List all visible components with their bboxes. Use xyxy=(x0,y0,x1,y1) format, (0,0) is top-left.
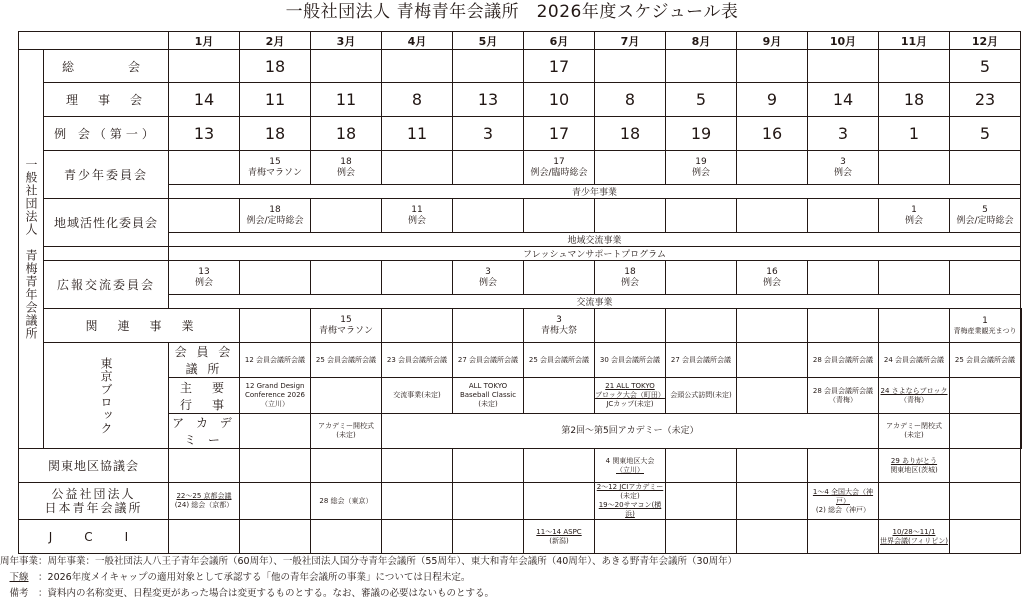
day: 5 xyxy=(982,204,988,215)
cell xyxy=(453,520,524,554)
cell xyxy=(666,50,737,83)
span-academy: 第2回～第5回アカデミー（未定） xyxy=(382,414,879,449)
cell xyxy=(808,261,879,295)
cell xyxy=(311,378,382,414)
day: 13 xyxy=(198,266,210,277)
cell xyxy=(950,261,1021,295)
cell xyxy=(1021,343,1022,378)
cell: 8 xyxy=(595,83,666,117)
cell xyxy=(737,520,808,554)
cell: 24 会員会議所会議 xyxy=(879,343,950,378)
cell xyxy=(453,199,524,233)
cell xyxy=(240,449,311,483)
event: (未定) xyxy=(904,431,924,439)
note-text: ：2026年度メイキャップの適用対象として承認する「他の青年会議所の事業」については日程未定。 xyxy=(38,572,471,583)
cell: 11 xyxy=(382,117,453,151)
group-label-ome-jc: 一般社団法人 青梅青年会議所 xyxy=(19,50,44,449)
cell: 14 xyxy=(169,83,240,117)
cell: 19 xyxy=(666,117,737,151)
cell xyxy=(169,199,240,233)
cell xyxy=(240,483,311,520)
event: 関東地区(茨城) xyxy=(890,465,938,474)
cell xyxy=(382,483,453,520)
footnotes xyxy=(0,554,1024,602)
cell xyxy=(382,449,453,483)
day: 15 xyxy=(269,156,281,167)
event: Conference 2026 xyxy=(244,391,306,399)
month-header: 6月 xyxy=(524,32,595,50)
cell: 23 xyxy=(950,83,1021,117)
cell xyxy=(453,309,524,343)
cell xyxy=(311,151,382,185)
event: 例会/定時総会 xyxy=(956,215,1014,226)
cell xyxy=(453,261,524,295)
cell xyxy=(808,309,879,343)
cell xyxy=(595,520,666,554)
cell xyxy=(950,483,1021,520)
cell xyxy=(879,309,950,343)
cell xyxy=(311,309,382,343)
cell xyxy=(950,199,1021,233)
cell xyxy=(169,520,240,554)
cell: 18 xyxy=(879,83,950,117)
event: （青梅） xyxy=(900,395,928,404)
cell: 14 xyxy=(808,83,879,117)
cell xyxy=(879,151,950,185)
cell xyxy=(879,50,950,83)
cell xyxy=(666,309,737,343)
cell xyxy=(240,261,311,295)
event: 例会 xyxy=(904,215,923,226)
cell xyxy=(169,449,240,483)
event: (未定) xyxy=(620,492,640,500)
cell xyxy=(524,449,595,483)
event: 10/28～11/1 xyxy=(892,527,936,536)
cell: 3 xyxy=(453,117,524,151)
note-key: 下線 xyxy=(9,572,29,583)
group-label-tokyo-block: 東京ブロック xyxy=(44,343,169,449)
event: （立川） xyxy=(261,400,289,408)
cell: 5 xyxy=(666,83,737,117)
cell xyxy=(453,483,524,520)
cell xyxy=(524,483,595,520)
cell: 28 会員会議所会議 xyxy=(808,343,879,378)
month-header: 10月 xyxy=(808,32,879,50)
cell: 23 会員会議所会議 xyxy=(382,343,453,378)
day: 1 xyxy=(911,204,917,215)
cell xyxy=(240,414,311,449)
cell: 28 総会（東京） xyxy=(311,483,382,520)
cell xyxy=(524,309,595,343)
cell xyxy=(666,520,737,554)
span-seishonen-jigyou: 青少年事業 xyxy=(169,185,1021,199)
cell: 18 xyxy=(240,50,311,83)
day: 16 xyxy=(766,266,778,277)
event: 例会 xyxy=(478,277,497,288)
month-header: 5月 xyxy=(453,32,524,50)
cell xyxy=(382,261,453,295)
span-kouryu-jigyou: 交流事業 xyxy=(169,295,1021,309)
event: (未定) xyxy=(478,400,498,408)
cell xyxy=(808,151,879,185)
cell xyxy=(808,199,879,233)
cell: 9 xyxy=(737,83,808,117)
cell xyxy=(879,199,950,233)
row-label-shuyou: 主 要 行 事 xyxy=(169,378,240,414)
event: (新潟) xyxy=(549,536,569,545)
cell xyxy=(666,151,737,185)
note-underline xyxy=(0,570,1024,586)
month-header: 9月 xyxy=(737,32,808,50)
cell xyxy=(311,199,382,233)
cell xyxy=(382,520,453,554)
cell xyxy=(808,449,879,483)
day: 3 xyxy=(840,156,846,167)
cell: 16 xyxy=(737,117,808,151)
cell xyxy=(879,414,950,449)
event: Baseball Classic xyxy=(459,391,517,399)
cell xyxy=(950,449,1021,483)
cell xyxy=(169,483,240,520)
cell xyxy=(879,449,950,483)
day: 3 xyxy=(556,314,562,325)
row-label-kanren: 関 連 事 業 xyxy=(44,309,240,343)
event: (2) 総会（神戸） xyxy=(815,505,871,514)
cell: 10 xyxy=(524,83,595,117)
cell xyxy=(737,378,808,414)
cell xyxy=(169,151,240,185)
cell xyxy=(595,261,666,295)
cell xyxy=(524,199,595,233)
cell xyxy=(311,50,382,83)
cell xyxy=(382,309,453,343)
cell xyxy=(453,449,524,483)
cell xyxy=(950,309,1021,343)
page-title: 一般社団法人 青梅青年会議所 2026年度スケジュール表 xyxy=(285,2,739,22)
cell xyxy=(453,378,524,414)
cell xyxy=(808,520,879,554)
event: アカデミー閉校式 xyxy=(886,422,942,430)
row-label-academy: ア カ デ ミ ー xyxy=(169,414,240,449)
header-corner xyxy=(19,32,169,50)
day: 18 xyxy=(624,266,636,277)
cell xyxy=(240,199,311,233)
cell xyxy=(950,378,1021,414)
cell xyxy=(879,261,950,295)
cell xyxy=(240,378,311,414)
cell xyxy=(1021,414,1022,449)
event: 28 会員会議所会議 xyxy=(812,386,874,395)
cell xyxy=(737,151,808,185)
cell xyxy=(311,414,382,449)
note-anniversary xyxy=(0,554,1024,570)
event: (24) 総会（京都） xyxy=(174,501,234,509)
cell xyxy=(595,199,666,233)
cell: 5 xyxy=(950,50,1021,83)
header-row xyxy=(19,32,1022,50)
note-key: 備考 xyxy=(9,588,29,599)
event: アカデミー開校式 xyxy=(318,422,374,430)
cell xyxy=(808,378,879,414)
cell: 17 xyxy=(524,50,595,83)
cell xyxy=(240,309,311,343)
row-label-kaiin: 会 員 会 議 所 xyxy=(169,343,240,378)
cell: 11 xyxy=(311,83,382,117)
cell: 27 会員会議所会議 xyxy=(666,343,737,378)
event: 例会/定時総会 xyxy=(246,215,304,226)
row-label-kouhou: 広報交流委員会 xyxy=(44,261,169,309)
cell: 11 xyxy=(240,83,311,117)
day: 17 xyxy=(553,156,565,167)
event: (未定) xyxy=(336,431,356,439)
cell xyxy=(453,151,524,185)
event: 例会 xyxy=(833,167,852,178)
month-header: 11月 xyxy=(879,32,950,50)
cell xyxy=(950,151,1021,185)
event: 青梅大祭 xyxy=(540,325,577,336)
day: 1 xyxy=(982,315,988,326)
cell xyxy=(879,483,950,520)
cell: 13 xyxy=(453,83,524,117)
cell: 27 会員会議所会議 xyxy=(453,343,524,378)
event: 例会 xyxy=(762,277,781,288)
event: 青梅マラソン xyxy=(247,167,302,178)
month-header: 1月 xyxy=(169,32,240,50)
cell: 3 xyxy=(808,117,879,151)
cell xyxy=(737,50,808,83)
cell: 12 会員会議所会議 xyxy=(240,343,311,378)
month-header: 7月 xyxy=(595,32,666,50)
cell xyxy=(382,151,453,185)
day: 19 xyxy=(695,156,707,167)
cell xyxy=(595,50,666,83)
cell xyxy=(666,261,737,295)
cell xyxy=(808,50,879,83)
event: 青梅産業観光まつり xyxy=(953,326,1017,335)
note-text: ：資料内の名称変更、日程変更があった場合は変更するものとする。なお、審議の必要はないものとする。 xyxy=(38,588,494,599)
cell xyxy=(311,520,382,554)
event: 例会/臨時総会 xyxy=(530,167,588,178)
event: （立川） xyxy=(616,465,644,474)
month-header: 2月 xyxy=(240,32,311,50)
cell xyxy=(737,309,808,343)
row-label-rijikai: 理 事 会 xyxy=(44,83,169,117)
event: 2～12 JCIアカデミー xyxy=(596,483,664,491)
cell xyxy=(879,378,950,414)
month-header: 12月 xyxy=(950,32,1021,50)
day: 18 xyxy=(269,204,281,215)
cell xyxy=(595,151,666,185)
row-label-chiiki: 地域活性化委員会 xyxy=(44,199,169,247)
cell xyxy=(382,199,453,233)
event: 例会 xyxy=(194,277,213,288)
cell xyxy=(169,261,240,295)
event: 11～14 ASPC xyxy=(536,527,582,536)
note-remarks xyxy=(0,586,1024,602)
cell xyxy=(950,414,1021,449)
cell xyxy=(808,483,879,520)
event: 例会 xyxy=(336,167,355,178)
cell: 17 xyxy=(524,117,595,151)
cell: 会頭公式訪問(未定) xyxy=(666,378,737,414)
month-header: 3月 xyxy=(311,32,382,50)
cell xyxy=(950,520,1021,554)
row-label-reikai: 例 会（第一） xyxy=(44,117,169,151)
cell xyxy=(737,343,808,378)
event: 21 ALL TOKYO xyxy=(605,382,655,390)
cell xyxy=(879,520,950,554)
month-header: 4月 xyxy=(382,32,453,50)
row-label-kanto: 関東地区協議会 xyxy=(19,449,169,483)
event: 22～25 京都会議 xyxy=(176,492,232,500)
event: 青梅マラソン xyxy=(318,325,373,336)
event: 29 ありがとう xyxy=(890,456,938,465)
cell xyxy=(595,483,666,520)
cell xyxy=(666,483,737,520)
cell xyxy=(524,151,595,185)
row-label-jci: J C I xyxy=(19,520,169,554)
event: 例会 xyxy=(407,215,426,226)
cell xyxy=(453,50,524,83)
day: 18 xyxy=(340,156,352,167)
span-freshman: フレッシュマンサポートプログラム xyxy=(169,247,1021,261)
event: （青梅） xyxy=(829,395,857,404)
cell xyxy=(595,378,666,414)
row-label-soukai: 総 会 xyxy=(44,50,169,83)
event: 4 関東地区大会 xyxy=(605,456,655,465)
event: ALL TOKYO xyxy=(468,382,508,390)
cell xyxy=(311,449,382,483)
cell xyxy=(240,520,311,554)
event: 世界会議(フィリピン) xyxy=(880,536,948,545)
event: 例会 xyxy=(691,167,710,178)
cell xyxy=(737,199,808,233)
cell xyxy=(737,483,808,520)
event: 1～4 全国大会（神戸） xyxy=(812,487,874,505)
note-text: 周年事業：一般社団法人八王子青年会議所（60周年）、一般社団法人国分寺青年会議所（55周年）、東大和青年会議所（40周年）、あきる野青年会議所（30周年） xyxy=(47,556,738,567)
cell xyxy=(311,261,382,295)
cell xyxy=(737,261,808,295)
event: ブロック大会（町田） xyxy=(595,391,665,399)
row-label-seishonen: 青少年委員会 xyxy=(44,151,169,199)
cell xyxy=(524,378,595,414)
blank-label xyxy=(44,247,169,261)
cell xyxy=(666,449,737,483)
cell: 18 xyxy=(240,117,311,151)
cell xyxy=(240,151,311,185)
cell: 18 xyxy=(311,117,382,151)
cell: 25 会員会議所会議 xyxy=(950,343,1021,378)
day: 15 xyxy=(340,314,352,325)
cell: 18 xyxy=(595,117,666,151)
cell: 30 会員会議所会議 xyxy=(595,343,666,378)
cell xyxy=(169,50,240,83)
month-header: 8月 xyxy=(666,32,737,50)
cell xyxy=(595,449,666,483)
cell xyxy=(1021,378,1022,414)
event: 24 さよならブロック xyxy=(880,386,948,395)
span-chiiki-jigyou: 地域交流事業 xyxy=(169,233,1021,247)
cell: 25 会員会議所会議 xyxy=(524,343,595,378)
row-label-nihon: 公益社団法人 日本青年会議所 xyxy=(19,483,169,520)
cell xyxy=(737,449,808,483)
cell: 8 xyxy=(382,83,453,117)
event: JCカップ(未定) xyxy=(606,400,654,408)
event: 12 Grand Design xyxy=(245,382,305,390)
cell xyxy=(666,199,737,233)
event: 19～20サマコン(横浜) xyxy=(598,501,662,518)
cell xyxy=(1021,309,1022,343)
cell xyxy=(524,520,595,554)
schedule-table xyxy=(18,31,1022,554)
cell: 5 xyxy=(950,117,1021,151)
cell xyxy=(382,50,453,83)
day: 11 xyxy=(411,204,423,215)
event: 例会 xyxy=(620,277,639,288)
day: 3 xyxy=(485,266,491,277)
cell: 13 xyxy=(169,117,240,151)
cell xyxy=(524,261,595,295)
cell: 交流事業(未定) xyxy=(382,378,453,414)
cell: 1 xyxy=(879,117,950,151)
note-key: 周年事業： xyxy=(0,556,48,567)
cell: 25 会員会議所会議 xyxy=(311,343,382,378)
cell xyxy=(595,309,666,343)
